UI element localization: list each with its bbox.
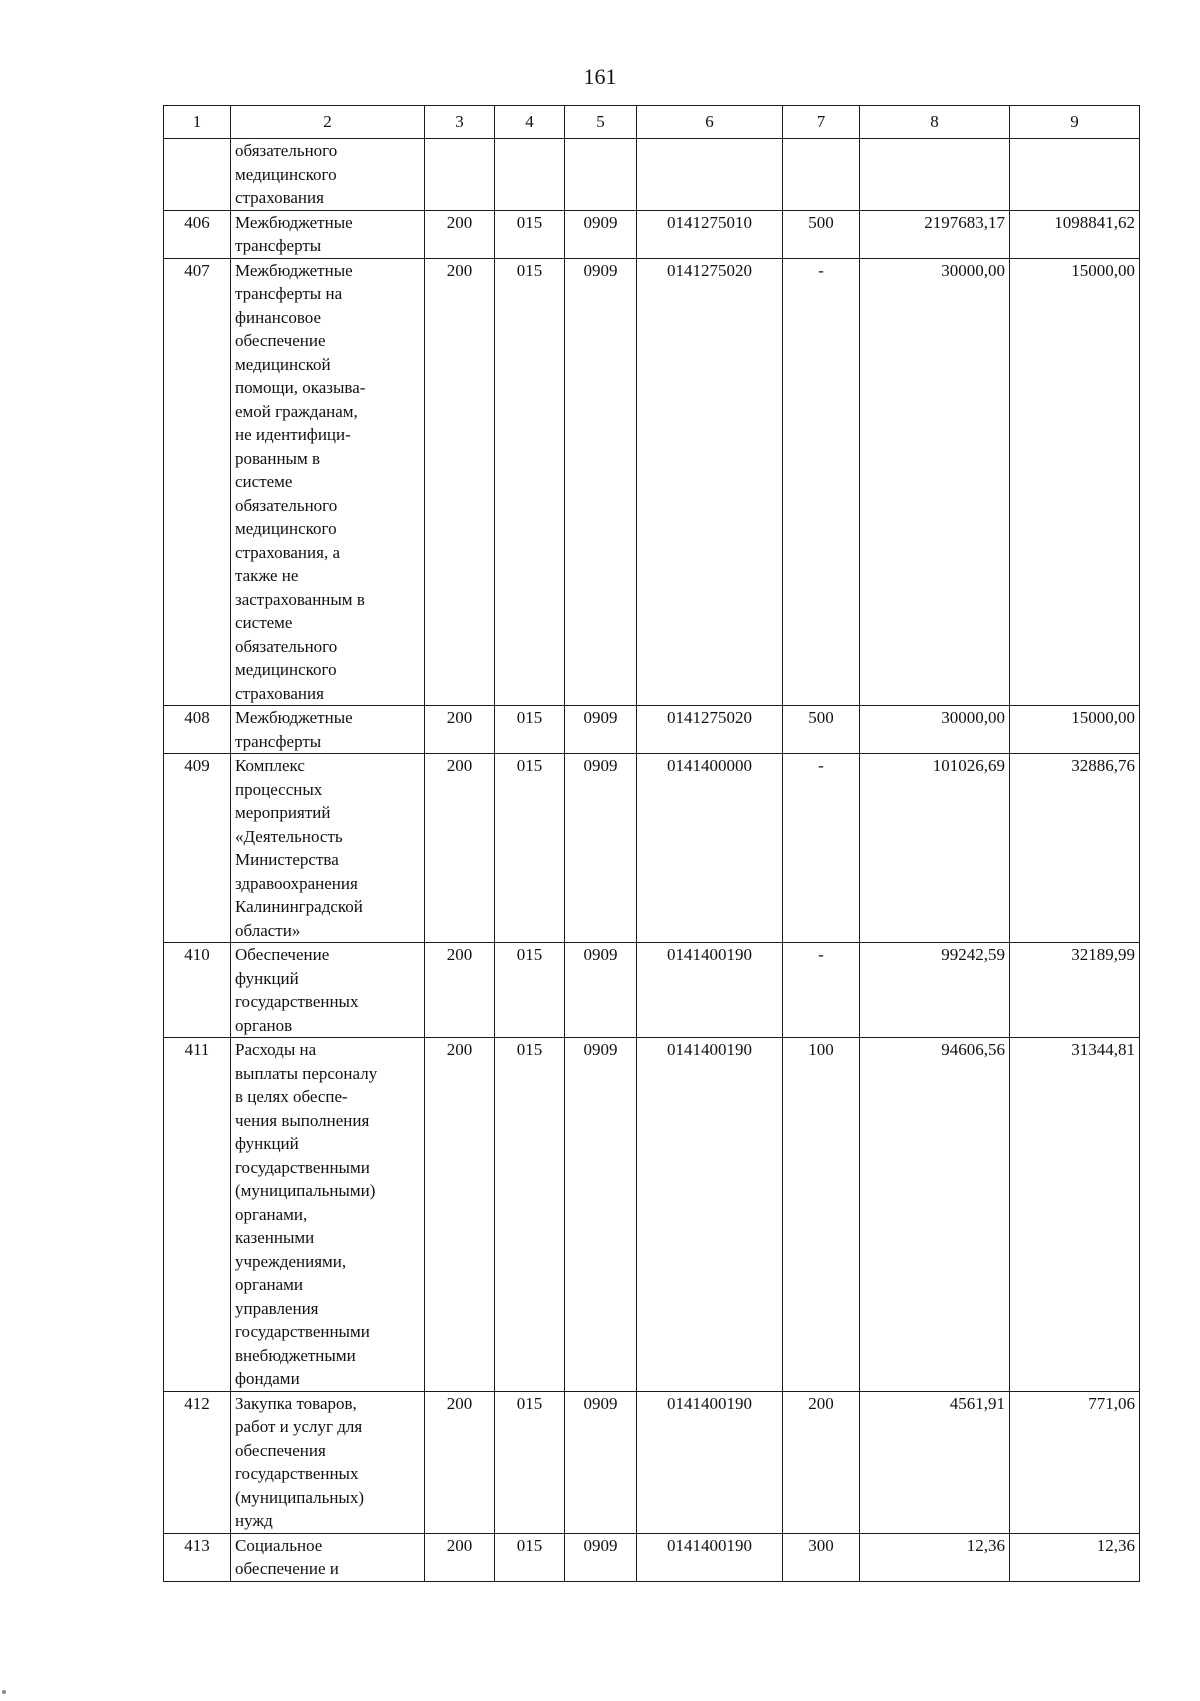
header-cell: 9 bbox=[1010, 106, 1140, 139]
amount-cell: 32886,76 bbox=[1010, 754, 1140, 943]
code-cell: 200 bbox=[425, 943, 495, 1038]
header-cell: 4 bbox=[495, 106, 565, 139]
row-name-cell: Межбюджетные трансферты bbox=[231, 210, 425, 258]
table-row bbox=[164, 754, 1140, 943]
code-cell: 0909 bbox=[565, 706, 637, 754]
amount-cell: 12,36 bbox=[860, 1533, 1010, 1581]
code-cell: 0141400000 bbox=[637, 754, 783, 943]
code-cell: 200 bbox=[425, 1533, 495, 1581]
code-cell: 500 bbox=[783, 706, 860, 754]
code-cell bbox=[495, 139, 565, 211]
code-cell: 0141400190 bbox=[637, 1391, 783, 1533]
code-cell: 0141400190 bbox=[637, 1533, 783, 1581]
code-cell: 015 bbox=[495, 754, 565, 943]
code-cell: 0909 bbox=[565, 1391, 637, 1533]
row-number-cell: 413 bbox=[164, 1533, 231, 1581]
code-cell: 015 bbox=[495, 706, 565, 754]
code-cell bbox=[637, 139, 783, 211]
code-cell: 0909 bbox=[565, 1038, 637, 1392]
row-name-cell: Закупка товаров, работ и услуг для обеспечения государственных (муниципальных) нужд bbox=[231, 1391, 425, 1533]
code-cell: 500 bbox=[783, 210, 860, 258]
amount-cell: 12,36 bbox=[1010, 1533, 1140, 1581]
row-number-cell: 408 bbox=[164, 706, 231, 754]
table-row bbox=[164, 943, 1140, 1038]
header-cell: 3 bbox=[425, 106, 495, 139]
amount-cell: 771,06 bbox=[1010, 1391, 1140, 1533]
code-cell: 200 bbox=[425, 1038, 495, 1392]
header-cell: 5 bbox=[565, 106, 637, 139]
code-cell bbox=[425, 139, 495, 211]
code-cell: 015 bbox=[495, 210, 565, 258]
table-row bbox=[164, 1038, 1140, 1392]
amount-cell: 30000,00 bbox=[860, 706, 1010, 754]
amount-cell: 94606,56 bbox=[860, 1038, 1010, 1392]
code-cell: 015 bbox=[495, 1533, 565, 1581]
row-number-cell: 406 bbox=[164, 210, 231, 258]
header-cell: 1 bbox=[164, 106, 231, 139]
table-header-row bbox=[164, 106, 1140, 139]
table-row bbox=[164, 258, 1140, 706]
code-cell: 0909 bbox=[565, 210, 637, 258]
amount-cell bbox=[1010, 139, 1140, 211]
table-row bbox=[164, 1533, 1140, 1581]
code-cell bbox=[565, 139, 637, 211]
scan-mark bbox=[2, 1690, 6, 1694]
code-cell: 0141400190 bbox=[637, 943, 783, 1038]
code-cell: 200 bbox=[783, 1391, 860, 1533]
amount-cell: 32189,99 bbox=[1010, 943, 1140, 1038]
table-row bbox=[164, 1391, 1140, 1533]
code-cell: 0141275020 bbox=[637, 258, 783, 706]
code-cell: 015 bbox=[495, 943, 565, 1038]
row-name-cell: Межбюджетные трансферты bbox=[231, 706, 425, 754]
amount-cell: 15000,00 bbox=[1010, 258, 1140, 706]
code-cell: 100 bbox=[783, 1038, 860, 1392]
row-name-cell: Межбюджетные трансферты на финансовое обеспечение медицинской помощи, оказыва- емой гражданам, не идентифици- рованным в системе обязательного медицинского страхования, а также не застрахованным в системе обязательного медицинского страхования bbox=[231, 258, 425, 706]
table-row bbox=[164, 210, 1140, 258]
code-cell: 015 bbox=[495, 258, 565, 706]
amount-cell: 2197683,17 bbox=[860, 210, 1010, 258]
row-number-cell: 407 bbox=[164, 258, 231, 706]
code-cell: 0909 bbox=[565, 754, 637, 943]
amount-cell: 1098841,62 bbox=[1010, 210, 1140, 258]
header-cell: 8 bbox=[860, 106, 1010, 139]
code-cell: 200 bbox=[425, 210, 495, 258]
table-row bbox=[164, 139, 1140, 211]
code-cell: 200 bbox=[425, 258, 495, 706]
header-cell: 7 bbox=[783, 106, 860, 139]
code-cell: 0141400190 bbox=[637, 1038, 783, 1392]
amount-cell bbox=[860, 139, 1010, 211]
table-row bbox=[164, 706, 1140, 754]
header-cell: 6 bbox=[637, 106, 783, 139]
row-number-cell: 409 bbox=[164, 754, 231, 943]
row-number-cell bbox=[164, 139, 231, 211]
page-number: 161 bbox=[583, 64, 617, 89]
row-name-cell: Социальное обеспечение и bbox=[231, 1533, 425, 1581]
row-number-cell: 411 bbox=[164, 1038, 231, 1392]
code-cell: 0141275020 bbox=[637, 706, 783, 754]
code-cell: 0141275010 bbox=[637, 210, 783, 258]
row-name-cell: Обеспечение функций государственных органов bbox=[231, 943, 425, 1038]
row-number-cell: 410 bbox=[164, 943, 231, 1038]
amount-cell: 15000,00 bbox=[1010, 706, 1140, 754]
code-cell: - bbox=[783, 258, 860, 706]
code-cell: 200 bbox=[425, 1391, 495, 1533]
code-cell: 015 bbox=[495, 1391, 565, 1533]
amount-cell: 4561,91 bbox=[860, 1391, 1010, 1533]
row-number-cell: 412 bbox=[164, 1391, 231, 1533]
code-cell: 200 bbox=[425, 754, 495, 943]
header-cell: 2 bbox=[231, 106, 425, 139]
row-name-cell: обязательного медицинского страхования bbox=[231, 139, 425, 211]
amount-cell: 30000,00 bbox=[860, 258, 1010, 706]
amount-cell: 99242,59 bbox=[860, 943, 1010, 1038]
code-cell: 200 bbox=[425, 706, 495, 754]
amount-cell: 31344,81 bbox=[1010, 1038, 1140, 1392]
amount-cell: 101026,69 bbox=[860, 754, 1010, 943]
code-cell: 015 bbox=[495, 1038, 565, 1392]
code-cell: - bbox=[783, 943, 860, 1038]
code-cell: 300 bbox=[783, 1533, 860, 1581]
code-cell: 0909 bbox=[565, 943, 637, 1038]
budget-table bbox=[163, 105, 1140, 1582]
row-name-cell: Расходы на выплаты персоналу в целях обеспе- чения выполнения функций государственными (муниципальными) органами, казенными учреждениями, органами управления государственными внебюджетными фондами bbox=[231, 1038, 425, 1392]
code-cell: 0909 bbox=[565, 1533, 637, 1581]
row-name-cell: Комплекс процессных мероприятий «Деятельность Министерства здравоохранения Калининградской области» bbox=[231, 754, 425, 943]
code-cell: - bbox=[783, 754, 860, 943]
code-cell bbox=[783, 139, 860, 211]
code-cell: 0909 bbox=[565, 258, 637, 706]
